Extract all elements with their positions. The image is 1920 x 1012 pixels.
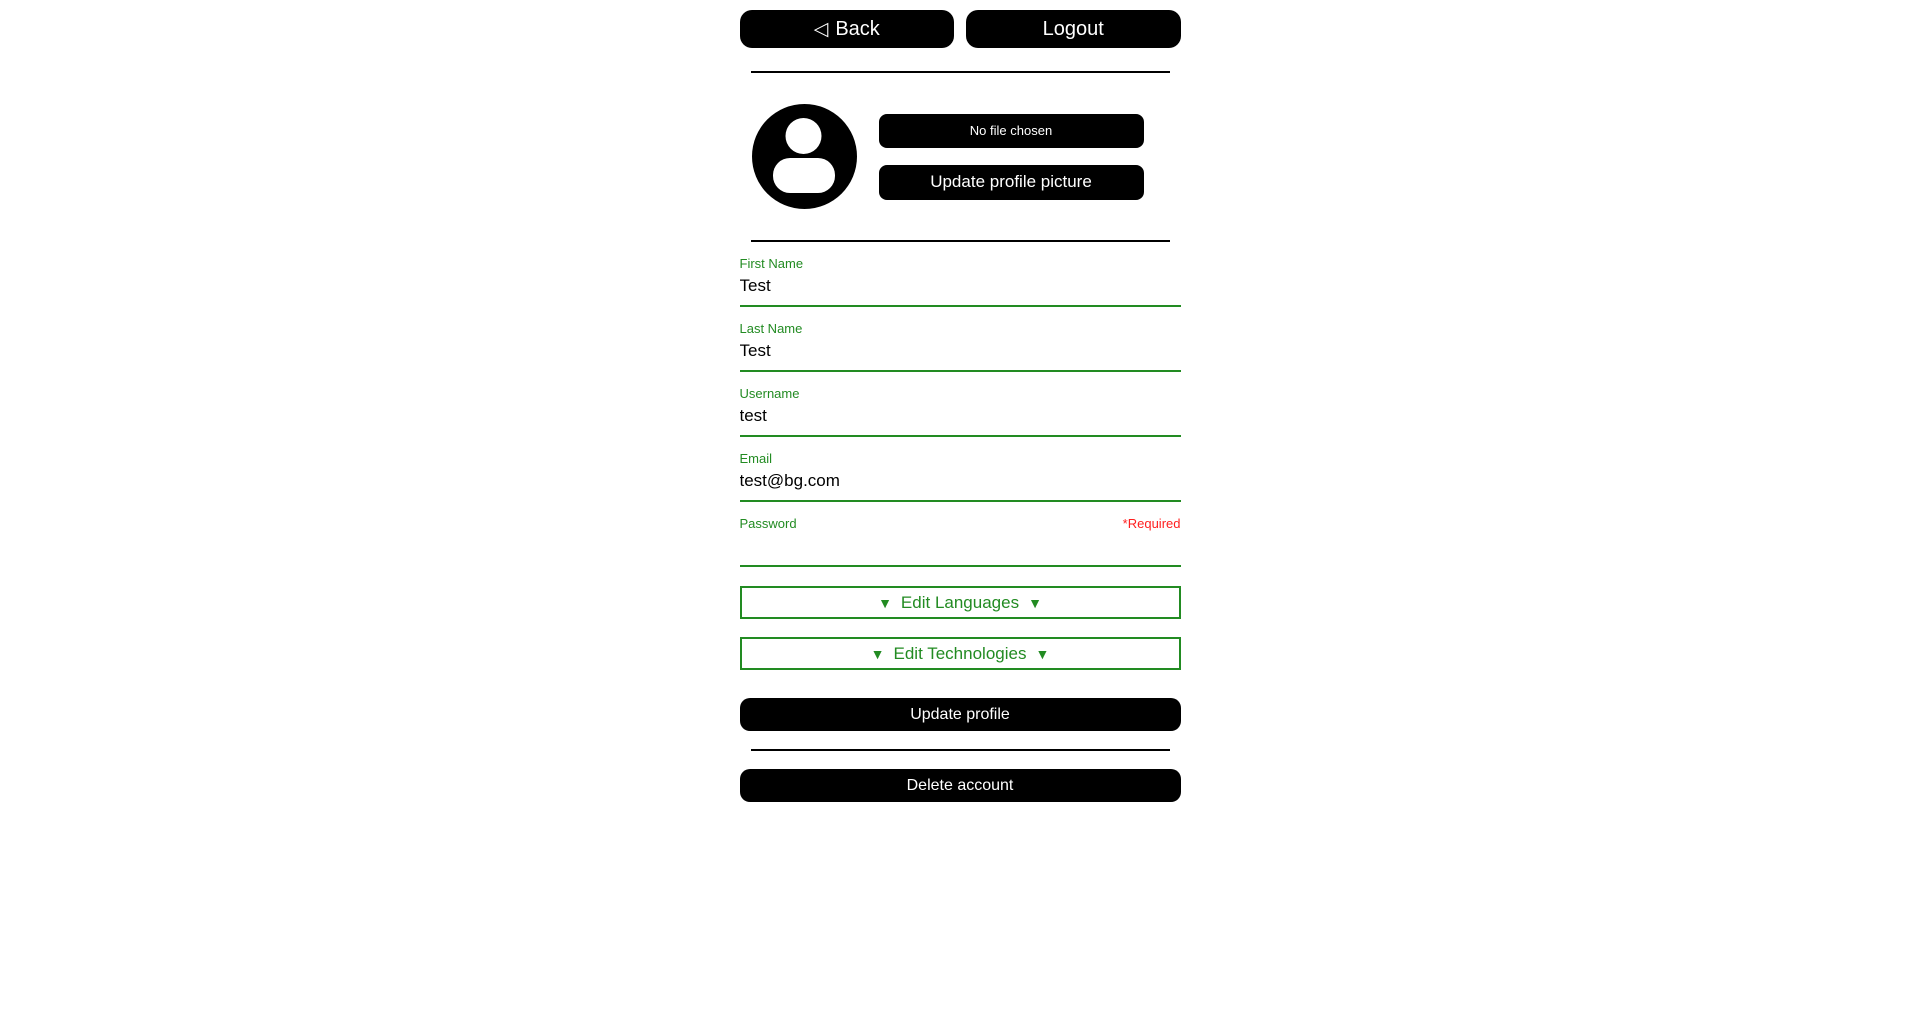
- password-label-row: [740, 516, 1181, 532]
- password-label: Password: [739, 516, 797, 531]
- edit-technologies-label: Edit Technologies: [893, 643, 1027, 663]
- delete-account-button[interactable]: [740, 769, 1181, 802]
- caret-down-icon: ▼: [1028, 594, 1042, 611]
- choose-file-button[interactable]: [879, 114, 1144, 148]
- profile-page: [740, 0, 1181, 802]
- last-name-label: Last Name: [739, 321, 803, 336]
- danger-divider: [751, 749, 1170, 751]
- email-label: Email: [739, 451, 773, 466]
- profile-divider: [751, 240, 1170, 242]
- edit-languages-label: Edit Languages: [900, 592, 1020, 612]
- first-name-field: [740, 256, 1181, 307]
- edit-technologies-button[interactable]: [740, 637, 1181, 670]
- caret-down-icon: ▼: [870, 645, 885, 662]
- username-label: Username: [739, 386, 800, 401]
- header: [740, 10, 1181, 48]
- file-chosen-label: No file chosen: [969, 123, 1053, 138]
- back-button[interactable]: [740, 10, 955, 48]
- password-field: [740, 516, 1181, 567]
- update-profile-label: Update profile: [910, 705, 1010, 723]
- back-triangle-icon: ◁: [813, 18, 829, 40]
- email-input[interactable]: [740, 467, 1181, 502]
- last-name-input[interactable]: [740, 337, 1181, 372]
- username-field: [740, 386, 1181, 437]
- password-input[interactable]: [740, 532, 1181, 567]
- email-field: [740, 451, 1181, 502]
- caret-down-icon: ▼: [1035, 645, 1050, 662]
- back-label: Back: [835, 17, 880, 40]
- picture-buttons: [879, 114, 1144, 200]
- person-icon: [752, 104, 857, 209]
- profile-form: [740, 256, 1181, 731]
- username-input[interactable]: [740, 402, 1181, 437]
- update-picture-label: Update profile picture: [930, 172, 1092, 191]
- profile-picture-section: [740, 73, 1181, 240]
- update-picture-button[interactable]: [879, 165, 1144, 200]
- delete-account-label: Delete account: [906, 776, 1014, 794]
- required-badge: *Required: [1122, 516, 1181, 531]
- first-name-input[interactable]: [740, 272, 1181, 307]
- first-name-label: First Name: [739, 256, 804, 271]
- logout-button[interactable]: [966, 10, 1181, 48]
- edit-languages-button[interactable]: [740, 586, 1181, 619]
- logout-label: Logout: [1042, 17, 1104, 40]
- caret-down-icon: ▼: [878, 594, 892, 611]
- update-profile-button[interactable]: [740, 698, 1181, 731]
- last-name-field: [740, 321, 1181, 372]
